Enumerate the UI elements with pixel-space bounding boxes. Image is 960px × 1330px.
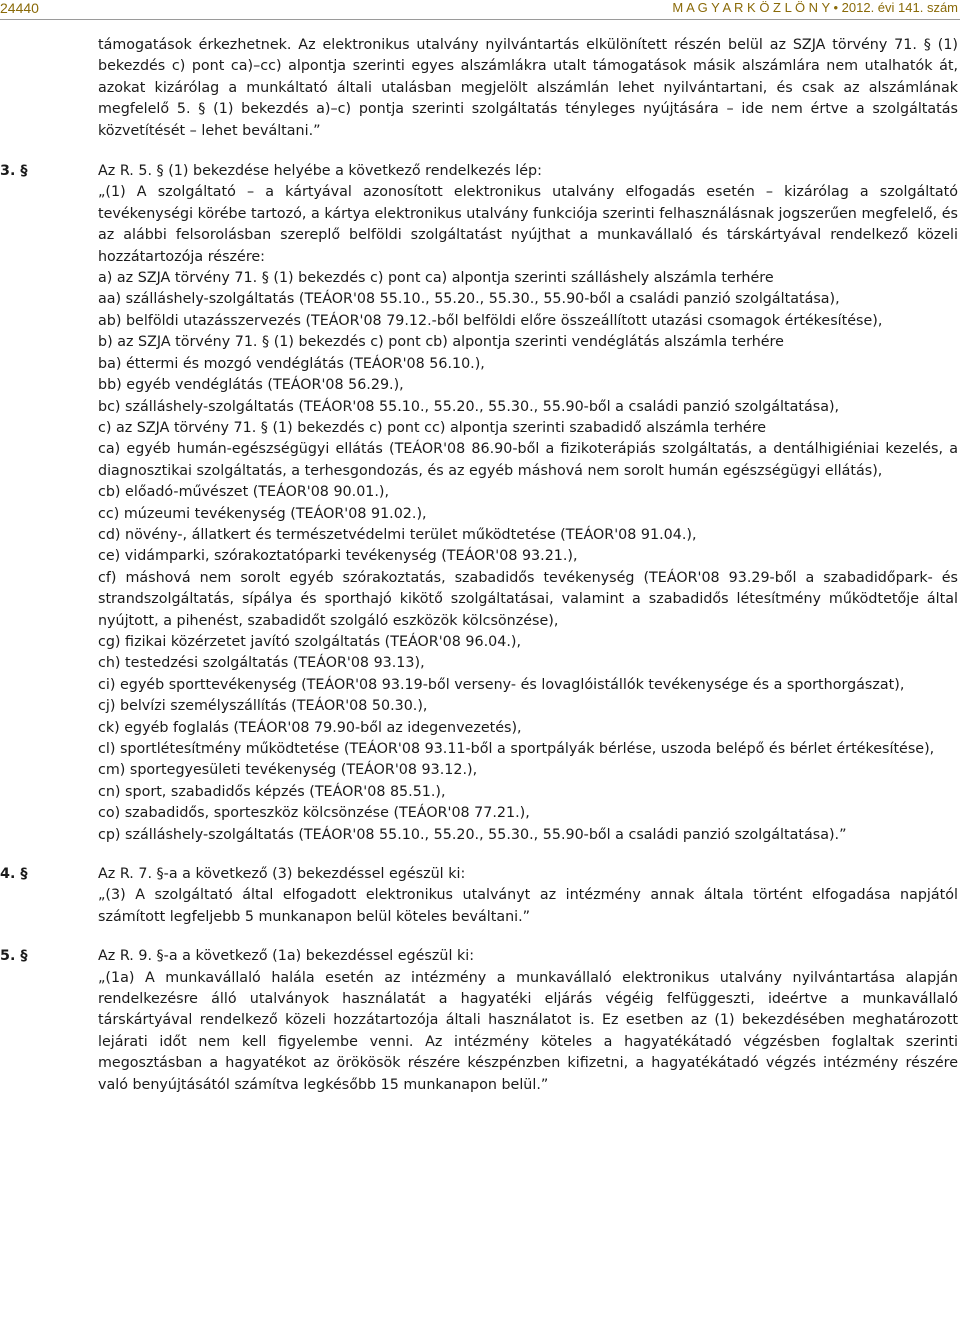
list-item: ch) testedzési szolgáltatás (TEÁOR'08 93.13), [98, 655, 425, 672]
section-paragraph: „(3) A szolgáltató által elfogadott elektronikus utalványt az intézmény annak általa történt elfogadása napjától számított legfeljebb 5 munkanapon belül köteles beváltani.” [98, 887, 958, 925]
list-item: bb) egyéb vendéglátás (TEÁOR'08 56.29.), [98, 377, 404, 394]
running-head: M A G Y A R K Ö Z L Ö N Y • 2012. évi 141. szám [672, 0, 958, 15]
list-item: ab) belföldi utazásszervezés (TEÁOR'08 79.12.-ből belföldi előre összeállított utazási csomagok értékesítése), [98, 312, 883, 329]
intro-paragraph: támogatások érkezhetnek. Az elektronikus utalvány nyilvántartás elkülönített részén belül az SZJA törvény 71. § (1) bekezdés c) pont ca)–cc) alpontja szerinti egyes alszámlákra utalt támogatások másik alszámlára nem utalhatók át, azokat kizárólag a munkáltató általi utalásban megjelölt alszámlán lehet nyilvántartani, és csak az alszámlának megfelelő 5. § (1) bekezdés a)–c) pontja szerinti szolgáltatás tényleges nyújtására – ide nem értve a szolgáltatás közvetítését – lehet beváltani.” [98, 37, 958, 139]
section-paragraph: „(1a) A munkavállaló halála esetén az intézmény a munkavállaló elektronikus utalvány nyilvántartása alapján rendelkezésre álló utalványok használatát a hagyatéki eljárás végéig felfüggeszti, ideértve a munkavállaló társkártyával rendelkező közeli hozzátartozója általi használatot is. Ez esetben az (1) bekezdésében meghatározott lejárati időt nem kell figyelembe venni. Az intézmény köteles a hagyatékátadó végzésben foglaltak szerinti megosztásban a hagyatékot az örökösök részére készpénzben kifizetni, a hagyatékátadó végzés intézmény részére való benyújtásától számítva legkésőbb 15 munkanapon belül.” [98, 969, 958, 1093]
section-number: 4. § [0, 866, 28, 883]
section-lead: Az R. 7. §-a a következő (3) bekezdéssel egészül ki: [98, 866, 466, 883]
list-item: ce) vidámparki, szórakoztatóparki tevékenység (TEÁOR'08 93.21.), [98, 548, 578, 565]
list-item: cd) növény-, állatkert és természetvédelmi terület működtetése (TEÁOR'08 91.04.), [98, 526, 697, 543]
section-number: 3. § [0, 163, 28, 180]
list-item: cf) máshová nem sorolt egyéb szórakoztatás, szabadidős tevékenység (TEÁOR'08 93.29-ből a szabadidőpark- és strandszolgáltatás, sípálya és sporthajó kikötő szolgáltatásai, valamint a szabadidős létesítmény működtetője által nyújtott, a pihenést, szabadidőt szolgáló eszközök kölcsönzése), [98, 569, 958, 629]
list-item: cl) sportlétesítmény működtetése (TEÁOR'08 93.11-ből a sportpályák bérlése, uszoda belépő és bérlet értékesítése), [98, 741, 935, 757]
list-item: cj) belvízi személyszállítás (TEÁOR'08 50.30.), [98, 698, 428, 715]
list-item: cn) sport, szabadidős képzés (TEÁOR'08 85.51.), [98, 783, 446, 800]
list-item: cm) sportegyesületi tevékenység (TEÁOR'08 93.12.), [98, 762, 478, 779]
document-body [0, 35, 960, 1096]
list-item: a) az SZJA törvény 71. § (1) bekezdés c) pont ca) alpontja szerinti szálláshely alszámla terhére [98, 270, 774, 287]
amendment-section [0, 161, 960, 846]
list-item: bc) szálláshely-szolgáltatás (TEÁOR'08 55.10., 55.20., 55.30., 55.90-ből a családi panzió szolgáltatása), [98, 398, 840, 415]
section-number: 5. § [0, 948, 28, 965]
list-item: ck) egyéb foglalás (TEÁOR'08 79.90-ből az idegenvezetés), [98, 719, 522, 736]
list-item: ba) éttermi és mozgó vendéglátás (TEÁOR'08 56.10.), [98, 355, 485, 372]
section-paragraph: „(1) A szolgáltató – a kártyával azonosított elektronikus utalvány elfogadás esetén – kizárólag a szolgáltató tevékenységi körébe tartozó, a kártya elektronikus utalvány funkciója szerinti felhasználásnak jogszerűen megfelelő, és az alábbi felsorolásban szereplő belföldi szolgáltatást nyújthat a munkavállaló és társkártyával rendelkező közeli hozzátartozója részére: [98, 184, 958, 265]
list-item: aa) szálláshely-szolgáltatás (TEÁOR'08 55.10., 55.20., 55.30., 55.90-ből a családi panzió szolgáltatása), [98, 291, 840, 308]
list-item: cp) szálláshely-szolgáltatás (TEÁOR'08 55.10., 55.20., 55.30., 55.90-ből a családi panzió szolgáltatása).” [98, 826, 847, 843]
amendment-section [0, 946, 960, 1096]
header-rule [0, 19, 960, 20]
list-item: ca) egyéb humán-egészségügyi ellátás (TEÁOR'08 86.90-ből a fizikoterápiás szolgáltatás, a dentálhigiéniai kezelés, a diagnosztikai szolgáltatás, a terhesgondozás, és az egyéb máshová nem sorolt humán egészségügyi ellátás), [98, 441, 958, 479]
list-item: c) az SZJA törvény 71. § (1) bekezdés c) pont cc) alpontja szerinti szabadidő alszámla terhére [98, 419, 767, 436]
section-lead: Az R. 5. § (1) bekezdése helyébe a következő rendelkezés lép: [98, 163, 542, 180]
list-item: b) az SZJA törvény 71. § (1) bekezdés c) pont cb) alpontja szerinti vendéglátás alszámla terhére [98, 334, 784, 351]
page-header [0, 0, 960, 22]
list-item: cb) előadó-művészet (TEÁOR'08 90.01.), [98, 484, 390, 501]
list-item: ci) egyéb sporttevékenység (TEÁOR'08 93.19-ből verseny- és lovaglóistállók tevékenysége és a sporthorgászat), [98, 676, 905, 693]
list-item: co) szabadidős, sporteszköz kölcsönzése (TEÁOR'08 77.21.), [98, 805, 530, 822]
amendment-section [0, 864, 960, 928]
list-item: cg) fizikai közérzetet javító szolgáltatás (TEÁOR'08 96.04.), [98, 633, 521, 650]
list-item: cc) múzeumi tevékenység (TEÁOR'08 91.02.), [98, 505, 427, 522]
page-number: 24440 [0, 0, 39, 16]
section-lead: Az R. 9. §-a a következő (1a) bekezdéssel egészül ki: [98, 948, 475, 965]
